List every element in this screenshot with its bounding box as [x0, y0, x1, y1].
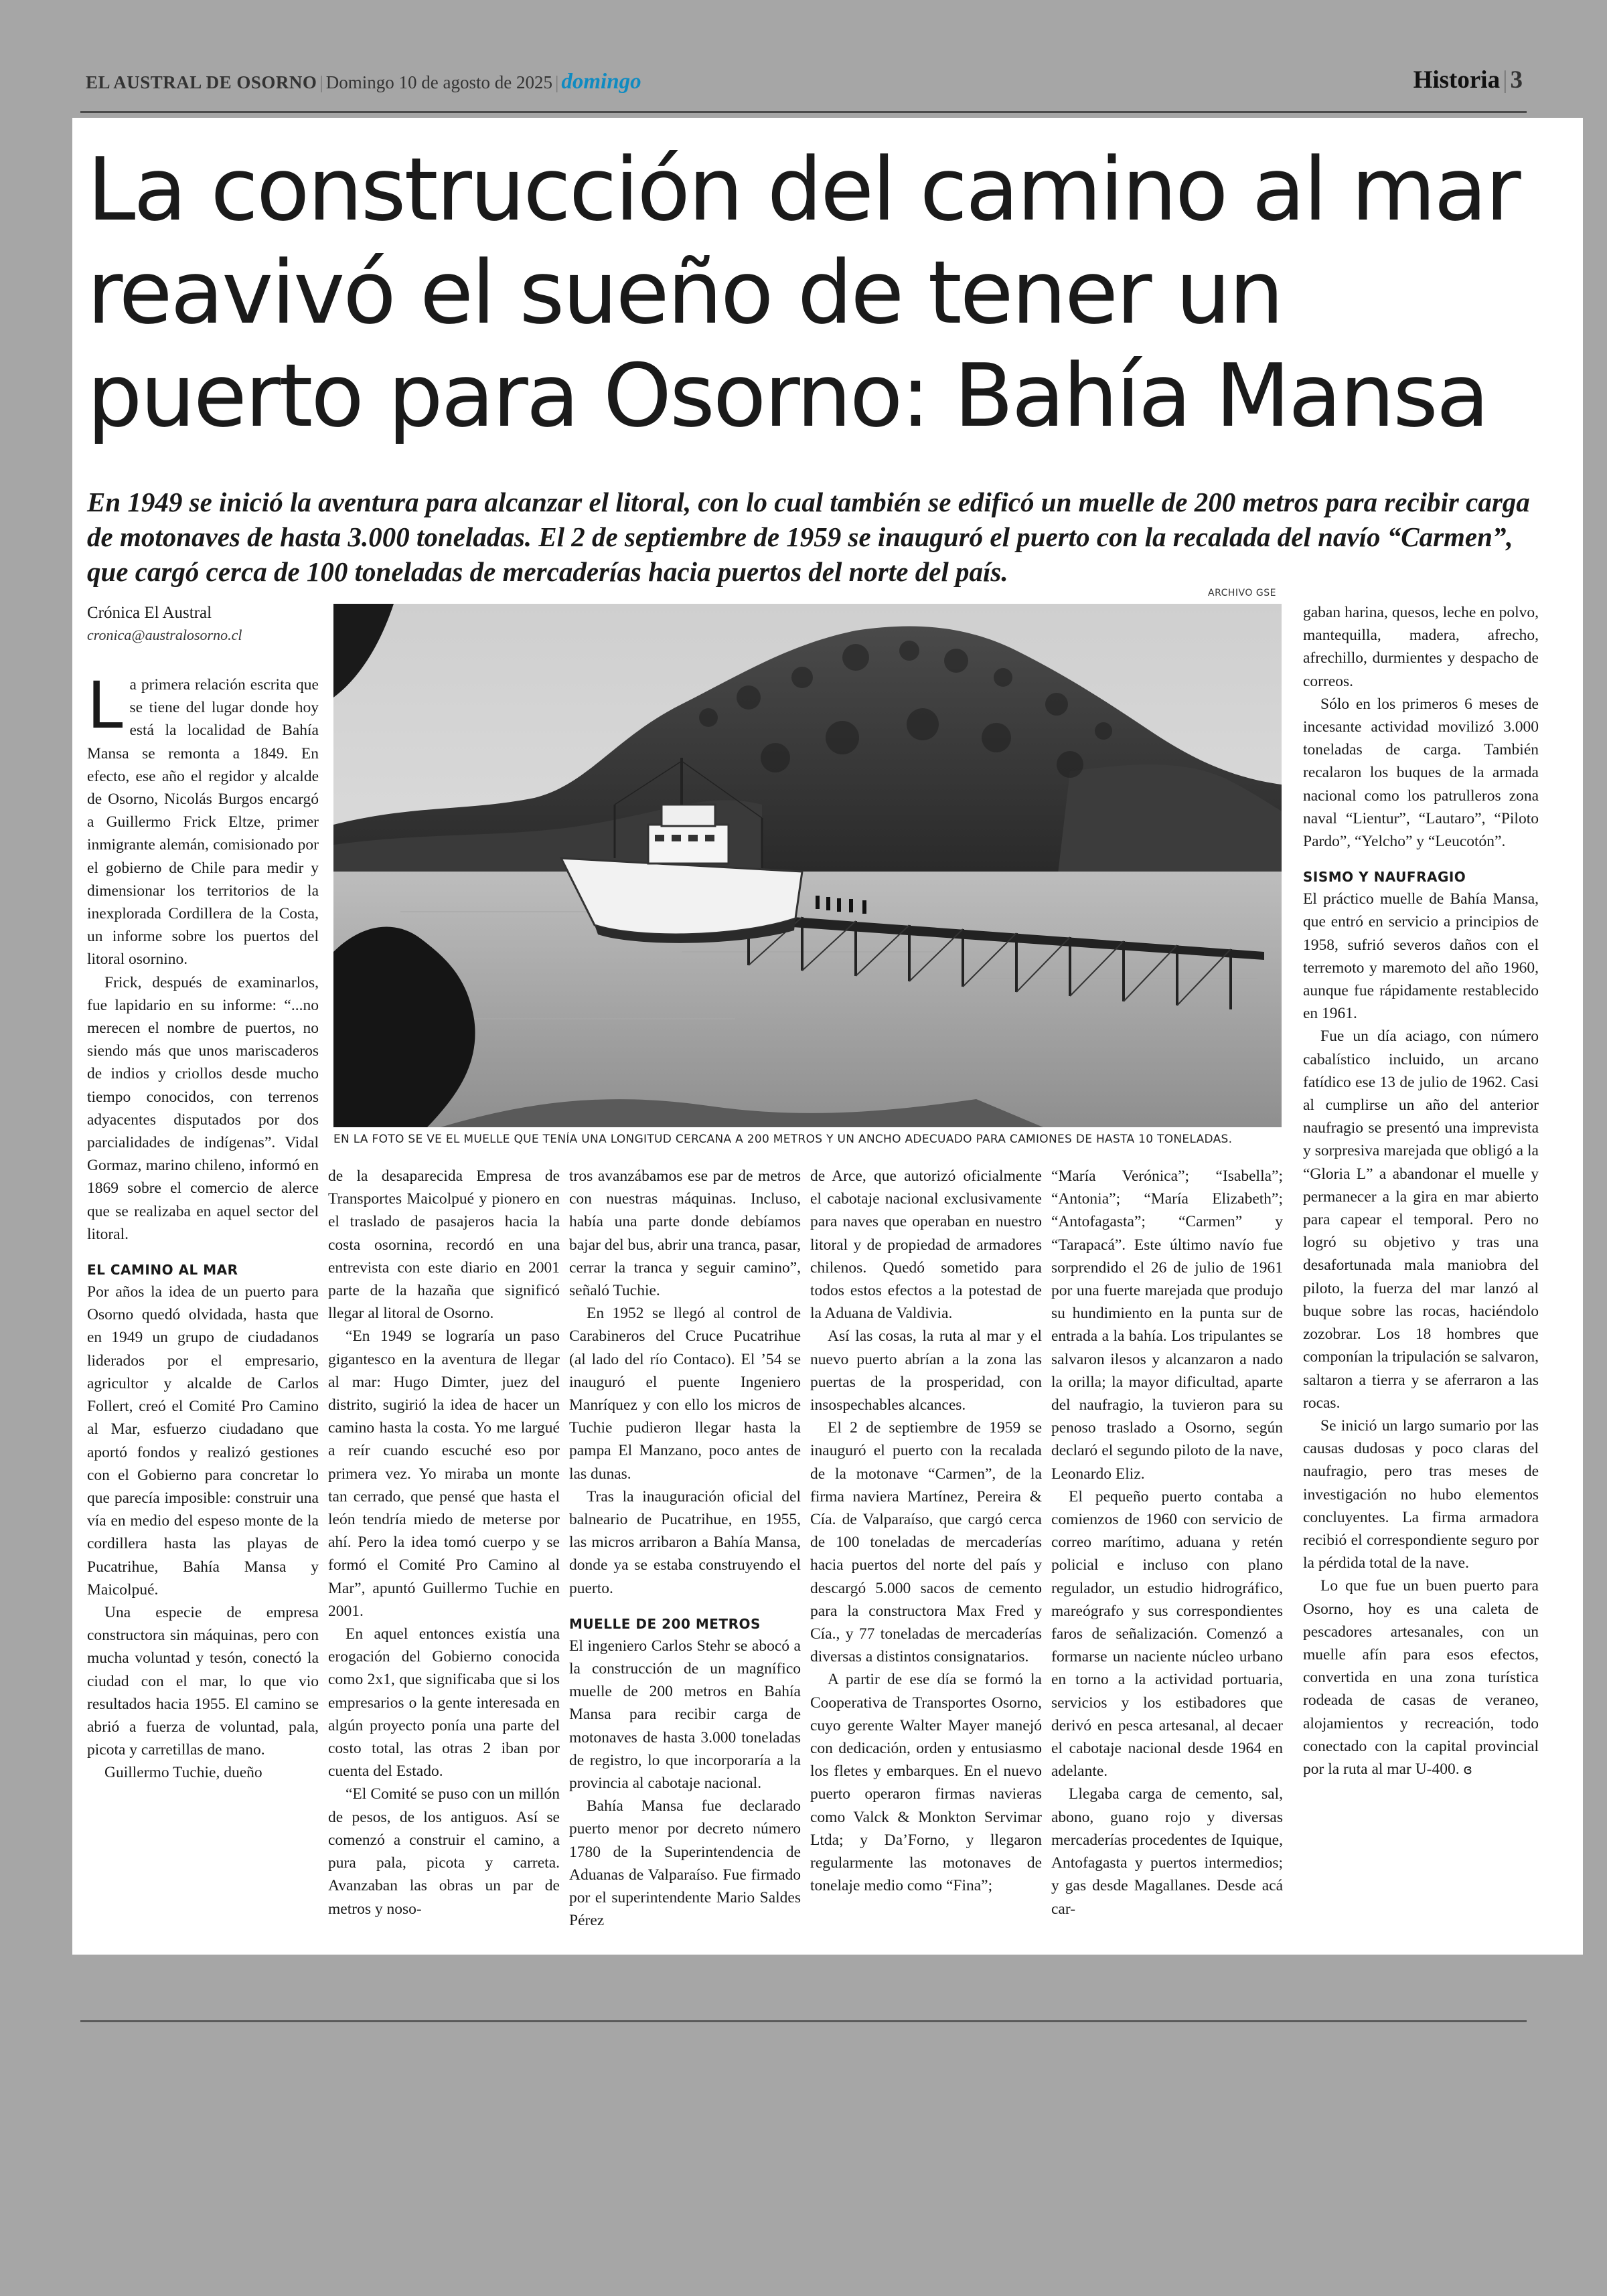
- paragraph: Una especie de empresa constructora sin máquinas, pero con mucha voluntad y tesón, conectó la ciudad con el mar, lo que vio resultados hacia 1955. El camino se abrió a fuerza de voluntad, pala, picota y carretillas de mano.: [87, 1603, 319, 1759]
- deck: En 1949 se inició la aventura para alcanzar el litoral, con lo cual también se edificó un muelle de 200 metros para recibir carga de motonaves de hasta 3.000 toneladas. El 2 de septiembre de 1959 se inauguró el puerto con la recalada del navío “Carmen”, que cargó cerca de 100 toneladas de mercaderías hacia puertos del norte del país.: [87, 487, 1530, 587]
- column-3: [569, 1165, 801, 1933]
- byline: [87, 604, 315, 644]
- publication-date: Domingo 10 de agosto de 2025: [325, 72, 552, 92]
- headline: La construcción del camino al mar reavivó el sueño de tener un puerto para Osorno: Bahía Mansa: [87, 139, 1519, 446]
- paragraph: El ingeniero Carlos Stehr se abocó a la construcción de un magnífico muelle de 200 metros en Bahía Mansa para recibir carga de motonaves de hasta 3.000 toneladas de registro, lo que incorporaría a la provincia al cabotaje nacional.: [569, 1637, 801, 1793]
- paragraph: El práctico muelle de Bahía Mansa, que entró en servicio a principios de 1958, sufrió severos daños con el terremoto y maremoto del año 1960, aunque fue rápidamente restablecido en 1961.: [1303, 890, 1539, 1023]
- paragraph: Sólo en los primeros 6 meses de incesante actividad movilizó 3.000 toneladas de carga. También recalaron los buques de la armada nacional como los patrulleros zona naval “Lientur”, “Lautaro”, “Piloto Pardo”, “Yelcho” y “Leucotón”.: [1303, 695, 1539, 851]
- column-6: [1303, 601, 1539, 1781]
- photo-credit: ARCHIVO GSE: [1208, 588, 1276, 598]
- header-right: [1413, 66, 1523, 94]
- photo-caption: EN LA FOTO SE VE EL MUELLE QUE TENÍA UNA LONGITUD CERCANA A 200 METROS Y UN ANCHO ADECUADO PARA CAMIONES DE HASTA 10 TONELADAS.: [333, 1133, 1233, 1146]
- subhead: SISMO Y NAUFRAGIO: [1303, 869, 1466, 886]
- paragraph: gaban harina, quesos, leche en polvo, mantequilla, madera, afrecho, afrechillo, durmientes y despacho de correos.: [1303, 604, 1539, 690]
- paragraph: “En 1949 se lograría un paso gigantesco en la aventura de llegar al mar: Hugo Dimter, juez del distrito, sugirió la idea de hacer un camino hasta la costa. Yo me largué a reír cuando escuché eso por primera vez. Yo miraba un monte tan cerrado, que pensé que hasta el león tendría miedo de meterse por ahí. Pero la idea tomó cuerpo y se formó el Comité Pro Camino al Mar”, apuntó Guillermo Tuchie en 2001.: [328, 1327, 560, 1620]
- paragraph: de la desaparecida Empresa de Transportes Maicolpué y pionero en el traslado de pasajeros hacia la costa osornina, recordó en una entrevista con este diario en 2001 parte de la hazaña que significó llegar al litoral de Osorno.: [328, 1167, 560, 1323]
- page-section: Historia: [1413, 66, 1501, 94]
- paragraph-text: Lo que fue un buen puerto para Osorno, hoy es una caleta de pescadores artesanales, con un muelle afín para esos efectos, convertida en una zona turística rodeada de casas de veraneo, alojamientos y recreación, todo conectado con la capital provincial por la ruta al mar U-400.: [1303, 1577, 1539, 1778]
- dropcap: L: [87, 668, 123, 743]
- paragraph: de Arce, que autorizó oficialmente el cabotaje nacional exclusivamente para naves que operaban en nuestro litoral y de propiedad de armadores chilenos. Quedó sometido para todos estos efectos a la potestad de la Aduana de Valdivia.: [810, 1167, 1042, 1323]
- author-email: cronica@australosorno.cl: [87, 627, 242, 643]
- paragraph: “María Verónica”; “Isabella”; “Antonia”; “María Elizabeth”; “Antofagasta”; “Carmen” y “Tarapacá”. Este último navío fue sorprendido el 26 de julio de 1961 por una fuerte marejada que produjo su hundimiento en la punta sur de entrada a la bahía. Los tripulantes se salvaron ilesos y alcanzaron a nado la orilla; la mayor dificultad, aparte del naufragio, la tuvieron para su penoso traslado a Osorno, según declaró el segundo piloto de la nave, Leonardo Eliz.: [1051, 1167, 1283, 1483]
- section-name: domingo: [561, 70, 641, 94]
- paragraph: A partir de ese día se formó la Cooperativa de Transportes Osorno, cuyo gerente Walter Mayer manejó con dedicación, orden y entusiasmo los fletes y embarques. En el nuevo puerto operaron firmas navieras como Valck & Monkton Servimar Ltda; y Da’Forno, y llegaron regularmente las motonaves de tonelaje medio como “Fina”;: [810, 1671, 1042, 1895]
- paragraph: En aquel entonces existía una erogación del Gobierno conocida como 2x1, que significaba que si los empresarios o la gente interesada en algún proyecto ponía una parte del costo total, las otras 2 iban por cuenta del Estado.: [328, 1625, 560, 1781]
- paragraph: Por años la idea de un puerto para Osorno quedó olvidada, hasta que en 1949 un grupo de ciudadanos liderados por el empresario, agricultor y alcalde de Carlos Follert, creó el Comité Pro Camino al Mar, esfuerzo ciudadano que aportó fondos y realizó gestiones con el Gobierno para concretar lo que parecía imposible: construir una vía en medio del espeso monte de la cordillera hasta las playas de Pucatrihue, Bahía Mansa y Maicolpué.: [87, 1283, 319, 1598]
- paragraph: Guillermo Tuchie, dueño: [104, 1764, 262, 1782]
- column-5: [1051, 1165, 1283, 1920]
- author: Crónica El Austral: [87, 604, 212, 622]
- paragraph: En 1952 se llegó al control de Carabineros del Cruce Pucatrihue (al lado del río Contaco). El ’54 se inauguró el puente Ingeniero Manríquez y con ello los micros de Tuchie pudieron llegar hasta la pampa El Manzano, poco antes de las dunas.: [569, 1305, 801, 1483]
- subhead: MUELLE DE 200 METROS: [569, 1615, 761, 1632]
- paragraph: “El Comité se puso con un millón de pesos, de los antiguos. Así se comenzó a construir el camino, a pura pala, picota y carreta. Avanzaban las obras un par de metros y noso-: [328, 1785, 560, 1918]
- header-rule: [80, 111, 1527, 113]
- column-1: [87, 668, 319, 1785]
- page-header: [86, 66, 1523, 103]
- page-number: 3: [1510, 66, 1523, 94]
- paragraph: El pequeño puerto contaba a comienzos de 1960 con servicio de correo marítimo, aduana y retén policial e incluso con plano regulador, un estudio hidrográfico, mareógrafo y sus correspondientes faros de señalización. Comenzó a formarse un naciente núcleo urbano en torno a la actividad portuaria, servicios y los estibadores que derivó en pesca artesanal, al decaer el cabotaje nacional desde 1964 en adelante.: [1051, 1487, 1283, 1781]
- footer-rule: [80, 2020, 1527, 2022]
- paragraph: [87, 668, 319, 971]
- paragraph: Tras la inauguración oficial del balneario de Pucatrihue, en 1955, las micros arribaron a Bahía Mansa, donde ya se estaba construyendo el puerto.: [569, 1487, 801, 1597]
- pier-photo-illustration: [333, 604, 1282, 1127]
- article-page: [72, 118, 1583, 1955]
- newspaper-name: EL AUSTRAL DE OSORNO: [86, 72, 317, 92]
- column-4: [810, 1165, 1042, 1898]
- paragraph-text: a primera relación escrita que se tiene del lugar donde hoy está la localidad de Bahía Mansa se remonta a 1849. En efecto, ese año el regidor y alcalde de Osorno, Nicolás Burgos encargó a Guillermo Frick Eltze, primer inmigrante alemán, comisionado por el gobierno de Chile para medir y dimensionar los territorios de la inexplorada Cordillera de la Costa, un informe sobre los puertos del litoral osornino.: [87, 676, 319, 969]
- paragraph: Bahía Mansa fue declarado puerto menor por decreto número 1780 de la Superintendencia de Aduanas de Valparaíso. Fue firmado por el superintendente Mario Saldes Pérez: [569, 1797, 801, 1930]
- subhead: EL CAMINO AL MAR: [87, 1262, 238, 1279]
- paragraph: Así las cosas, la ruta al mar y el nuevo puerto abrían a la zona las puertas de la prosperidad, con insospechables alcances.: [810, 1327, 1042, 1414]
- paragraph: tros avanzábamos ese par de metros con nuestras máquinas. Incluso, había una parte donde debíamos bajar del bus, abrir una tranca, pasar, cerrar la tranca y seguir camino”, señaló Tuchie.: [569, 1167, 801, 1300]
- paragraph: [1303, 1574, 1539, 1781]
- paragraph: Frick, después de examinarlos, fue lapidario en su informe: “...no merecen el nombre de puertos, no siendo más que unos mariscaderos de indios y criollos desde mucho tiempo conocidos, con terrenos adyacentes disputados por dos parcialidades de indígenas”. Vidal Gormaz, marino chileno, informó en 1869 sobre el comercio de alerce que se realizaba en aquel sector del litoral.: [87, 973, 319, 1243]
- paragraph: Se inició un largo sumario por las causas dudosas y poco claras del naufragio, pero tras meses de investigación no hubo elementos concluyentes. La firma armadora recibió el correspondiente seguro por la pérdida total de la nave.: [1303, 1416, 1539, 1572]
- paragraph: Llegaba carga de cemento, sal, abono, guano rojo y diversas mercaderías procedentes de Iquique, Antofagasta y puertos intermedios; y gas desde Magallanes. Desde acá car-: [1051, 1785, 1283, 1918]
- column-2: [328, 1165, 560, 1920]
- photo-pier: [333, 604, 1282, 1127]
- header-separator: |: [1503, 66, 1508, 94]
- header-separator: |: [319, 72, 323, 92]
- paragraph: Fue un día aciago, con número cabalístico incluido, un arcano fatídico ese 13 de julio de 1962. Casi al cumplirse un año del anterior naufragio se presentó una imprevista y sorpresiva marejada que obligó a la “Gloria L” a abandonar el muelle y permanecer a la gira en mar abierto para capear el temporal. Pero no logró su objetivo y tras una desafortunada mala maniobra del piloto, la fuerza del mar lanzó al buque sobre las rocas, haciéndolo zozobrar. Los 18 hombres que componían la tripulación se salvaron, saltaron a tierra y se aferraron a las rocas.: [1303, 1028, 1539, 1412]
- header-left: [86, 70, 641, 94]
- header-separator: |: [554, 72, 559, 92]
- end-mark: ɞ: [1463, 1760, 1472, 1777]
- paragraph: El 2 de septiembre de 1959 se inauguró el puerto con la recalada de la motonave “Carmen”, de la firma naviera Martínez, Pereira & Cía. de Valparaíso, que cargó cerca de 100 toneladas de mercaderías hacia puertos del norte del país y descargó 5.000 sacos de cemento para la constructora Max Fred y Cía., y 77 toneladas de mercaderías diversas a distintos consignatarios.: [810, 1419, 1042, 1666]
